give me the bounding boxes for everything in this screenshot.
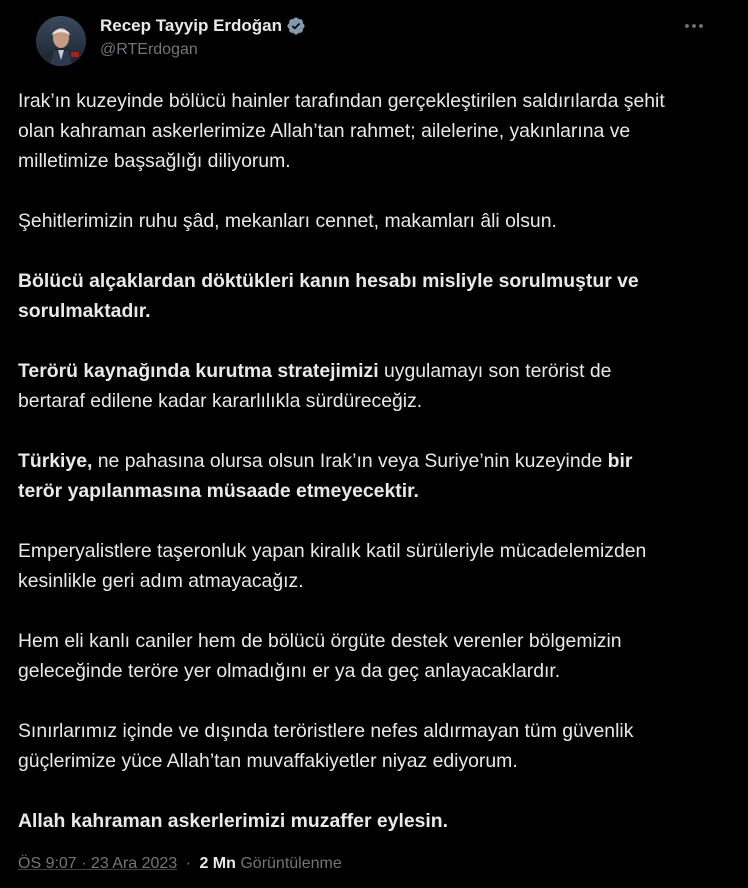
text-segment: ne pahasına olursa olsun Irak’ın veya Suriye’nin kuzeyinde — [92, 450, 608, 472]
avatar-portrait-icon — [36, 16, 86, 66]
text-segment: Emperyalistlere taşeronluk yapan kiralık katil sürüleriyle mücadelemizden kesinlikle geri adım atmayacağız. — [18, 540, 647, 592]
text-segment: Hem eli kanlı caniler hem de bölücü örgüte destek verenler bölgemizin geleceğinde teröre yer olmadığını er ya da geç anlayacaklardır. — [18, 630, 622, 682]
text-segment: Sınırlarımız içinde ve dışında teröristlere nefes aldırmayan tüm güvenlik güçlerimize yüce Allah’tan muvaffakiyetler niyaz ediyorum. — [18, 720, 634, 772]
bold-text-segment: Türkiye, — [18, 450, 93, 472]
name-row — [100, 15, 306, 37]
tweet-paragraph — [18, 206, 730, 236]
tweet-paragraph — [18, 86, 730, 176]
tweet-paragraph — [18, 356, 730, 416]
author-handle[interactable]: @RTErdogan — [100, 41, 198, 58]
bold-text-segment: Terörü kaynağında kurutma stratejimizi — [18, 360, 379, 382]
tweet-paragraph — [18, 536, 730, 596]
tweet-paragraph — [18, 716, 730, 776]
meta-separator: · — [185, 855, 191, 872]
display-name[interactable]: Recep Tayyip Erdoğan — [100, 16, 283, 35]
tweet-paragraph — [18, 266, 730, 326]
tweet-timestamp[interactable]: ÖS 9:07 · 23 Ara 2023 — [18, 855, 178, 872]
text-segment: uygulamayı son terörist de bertaraf edilene kadar kararlılıkla sürdüreceğiz. — [18, 360, 612, 412]
bold-text-segment: bir terör yapılanmasına müsaade etmeyecektir. — [18, 450, 633, 502]
tweet-paragraph — [18, 806, 730, 836]
views-label: Görüntülenme — [240, 855, 342, 872]
verified-badge-icon[interactable] — [286, 16, 306, 36]
views-count: 2 Mn — [199, 855, 236, 872]
tweet-paragraph — [18, 626, 730, 686]
avatar[interactable] — [36, 16, 86, 66]
tweet-text — [18, 86, 730, 866]
author-info — [100, 15, 306, 59]
tweet-header — [18, 0, 730, 66]
bold-text-segment: Allah kahraman askerlerimizi muzaffer eylesin. — [18, 810, 449, 832]
text-segment: Şehitlerimizin ruhu şâd, mekanları cennet, makamları âli olsun. — [18, 210, 557, 232]
tweet-paragraph — [18, 446, 730, 506]
more-options-icon[interactable] — [682, 16, 706, 36]
tweet-meta — [18, 853, 342, 875]
text-segment: Irak’ın kuzeyinde bölücü hainler tarafından gerçekleştirilen saldırılarda şehit olan kahraman askerlerimize Allah’tan rahmet; ailelerine, yakınlarına ve milletimize başsağlığı diliyorum. — [18, 90, 665, 172]
bold-text-segment: Bölücü alçaklardan döktükleri kanın hesabı misliyle sorulmuştur ve sorulmaktadır. — [18, 270, 639, 322]
